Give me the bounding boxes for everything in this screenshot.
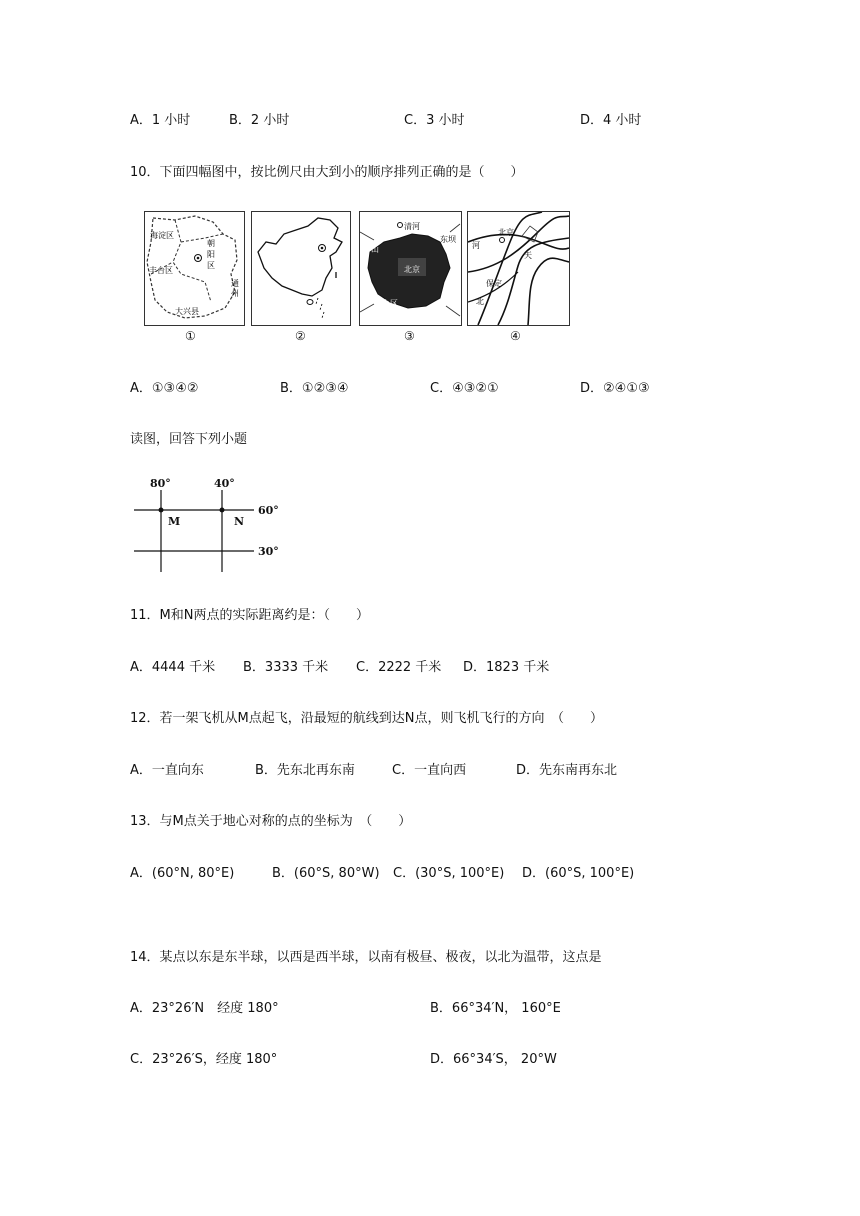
q10-option-c: C．④③②① [430,381,499,396]
map-1-district [144,211,245,326]
map-3-label: ③ [404,329,415,343]
map4-text-beijing: 北京 [498,228,514,237]
q14-option-c: C．23°26′S，经度 180° [130,1052,278,1067]
lon-label-80: 80° [150,477,171,490]
q12-option-c: C．一直向西 [392,763,467,778]
lat-label-60: 60° [258,504,279,517]
q10-option-d: D．②④①③ [580,381,650,396]
q11-stem: 11．M和N两点的实际距离约是：（ ） [130,608,369,623]
point-n-label: N [234,515,245,528]
q9-option-a: A．1 小时 [130,113,191,128]
q11-option-c: C．2222 千米 [356,660,442,675]
reading-prompt: 读图，回答下列小题 [130,432,248,447]
map1-text-chaoyang: 朝 [207,239,215,248]
map-2-china [251,211,351,326]
map4-text-baoding: 保定 [486,279,502,288]
map4-text-bei: 北 [476,297,484,306]
map3-text-xiangshan: 香山 [363,245,379,254]
map-4-region [467,211,570,326]
lat-lon-grid-figure [128,474,288,582]
map3-text-dongba: 东坝 [440,235,456,244]
q13-option-d: D．(60°S, 100°E) [522,866,635,881]
map1-text-tongzhou: 通 [231,279,239,288]
point-m-label: M [168,515,181,528]
q9-option-b: B．2 小时 [229,113,290,128]
map4-text-tian: 天 [524,251,532,260]
q14-option-a: A．23°26′N 经度 180° [130,1001,279,1016]
q10-option-a: A．①③④② [130,381,199,396]
map1-text-daxing: 大兴县 [175,307,199,316]
map-2-label: ② [295,329,306,343]
q13-option-b: B．(60°S, 80°W) [272,866,380,881]
q10-stem: 10．下面四幅图中，按比例尺由大到小的顺序排列正确的是（ ） [130,165,524,180]
q13-stem: 13．与M点关于地心对称的点的坐标为 （ ） [130,814,412,829]
map-1-label: ① [185,329,196,343]
q14-option-b: B．66°34′N， 160°E [430,1001,561,1016]
q11-option-b: B．3333 千米 [243,660,329,675]
q12-stem: 12．若一架飞机从M点起飞，沿最短的航线到达N点，则飞机飞行的方向 （ ） [130,711,603,726]
q14-stem: 14．某点以东是东半球，以西是西半球，以南有极昼、极夜，以北为温带，这点是 [130,950,602,965]
map-3-beijing-city [359,211,462,326]
map1-text-fengtai: 丰台区 [149,266,173,275]
q12-option-d: D．先东南再东北 [516,763,618,778]
lat-label-30: 30° [258,545,279,558]
lon-label-40: 40° [214,477,235,490]
q12-option-b: B．先东北再东南 [255,763,355,778]
q9-option-c: C．3 小时 [404,113,465,128]
svg-text:州: 州 [231,289,239,298]
point-m-dot [159,508,164,513]
map3-text-fengtai: 丰台区 [374,299,398,308]
map1-text-haidian: 海淀区 [150,231,174,240]
point-n-dot [220,508,225,513]
q13-option-a: A．(60°N, 80°E) [130,866,235,881]
q13-option-c: C．(30°S, 100°E) [393,866,505,881]
q14-option-d: D．66°34′S， 20°W [430,1052,557,1067]
map3-text-beijing: 北京 [404,265,420,274]
map-4-label: ④ [510,329,521,343]
q10-option-b: B．①②③④ [280,381,349,396]
map4-text-he: 河 [472,241,480,250]
map3-text-qinghe: 清河 [404,222,420,231]
svg-text:区: 区 [207,261,215,270]
q9-option-d: D．4 小时 [580,113,642,128]
q11-option-a: A．4444 千米 [130,660,216,675]
svg-text:阳: 阳 [207,250,215,259]
q12-option-a: A．一直向东 [130,763,204,778]
q11-option-d: D．1823 千米 [463,660,550,675]
